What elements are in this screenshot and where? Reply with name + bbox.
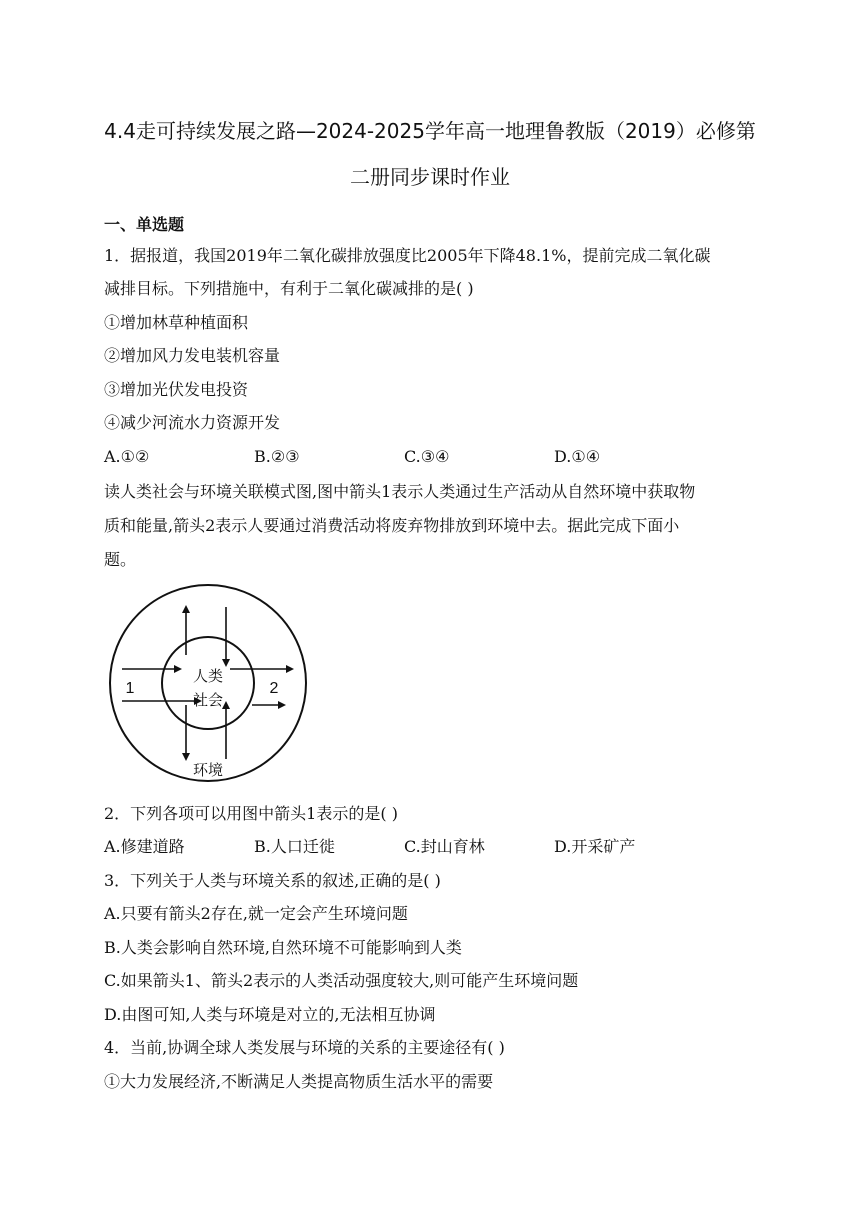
q3-option-d: D.由图可知,人类与环境是对立的,无法相互协调 [104,1005,436,1024]
q1-item: ③增加光伏发电投资 [104,380,249,399]
q2-option-c: C.封山育林 [404,837,485,856]
q3-option-a: A.只要有箭头2存在,就一定会产生环境问题 [104,904,408,923]
q4-item: ①大力发展经济,不断满足人类提高物质生活水平的需要 [104,1072,494,1091]
diagram-center-label-1: 人类 [192,668,224,685]
q1-option-d: D.①④ [554,447,601,466]
section-heading: 一、单选题 [104,215,185,234]
q2-option-b: B.人口迁徙 [254,837,335,856]
q1-item: ①增加林草种植面积 [104,313,249,332]
q4-stem: 4．当前,协调全球人类发展与环境的关系的主要途径有( ) [104,1038,505,1057]
document-title-line-1: 4.4走可持续发展之路—2024-2025学年高一地理鲁教版（2019）必修第 [104,119,756,143]
human-environment-diagram [104,583,312,783]
diagram-label-arrow-2: 2 [269,680,279,697]
q1-option-a: A.①② [104,447,150,466]
document-title-line-2: 二册同步课时作业 [350,165,510,189]
q2-option-a: A.修建道路 [104,837,185,856]
q1-stem-line-2: 减排目标。下列措施中，有利于二氧化碳减排的是( ) [104,279,474,298]
material-line-2: 质和能量,箭头2表示人要通过消费活动将废弃物排放到环境中去。据此完成下面小 [104,516,680,535]
diagram-label-environment: 环境 [192,762,224,779]
diagram-label-arrow-1: 1 [125,680,135,697]
q1-stem-line-1: 1．据报道，我国2019年二氧化碳排放强度比2005年下降48.1%，提前完成二氧化碳 [104,246,711,265]
q1-option-c: C.③④ [404,447,450,466]
material-line-1: 读人类社会与环境关联模式图,图中箭头1表示人类通过生产活动从自然环境中获取物 [104,482,696,501]
q1-option-b: B.②③ [254,447,300,466]
q1-item: ④减少河流水力资源开发 [104,413,281,432]
diagram-center-label-2: 社会 [192,692,224,709]
q3-option-c: C.如果箭头1、箭头2表示的人类活动强度较大,则可能产生环境问题 [104,971,579,990]
material-line-3: 题。 [104,550,137,569]
q3-option-b: B.人类会影响自然环境,自然环境不可能影响到人类 [104,938,462,957]
q1-item: ②增加风力发电装机容量 [104,346,281,365]
q2-stem: 2．下列各项可以用图中箭头1表示的是( ) [104,804,398,823]
q3-stem: 3．下列关于人类与环境关系的叙述,正确的是( ) [104,871,441,890]
q2-option-d: D.开采矿产 [554,837,636,856]
